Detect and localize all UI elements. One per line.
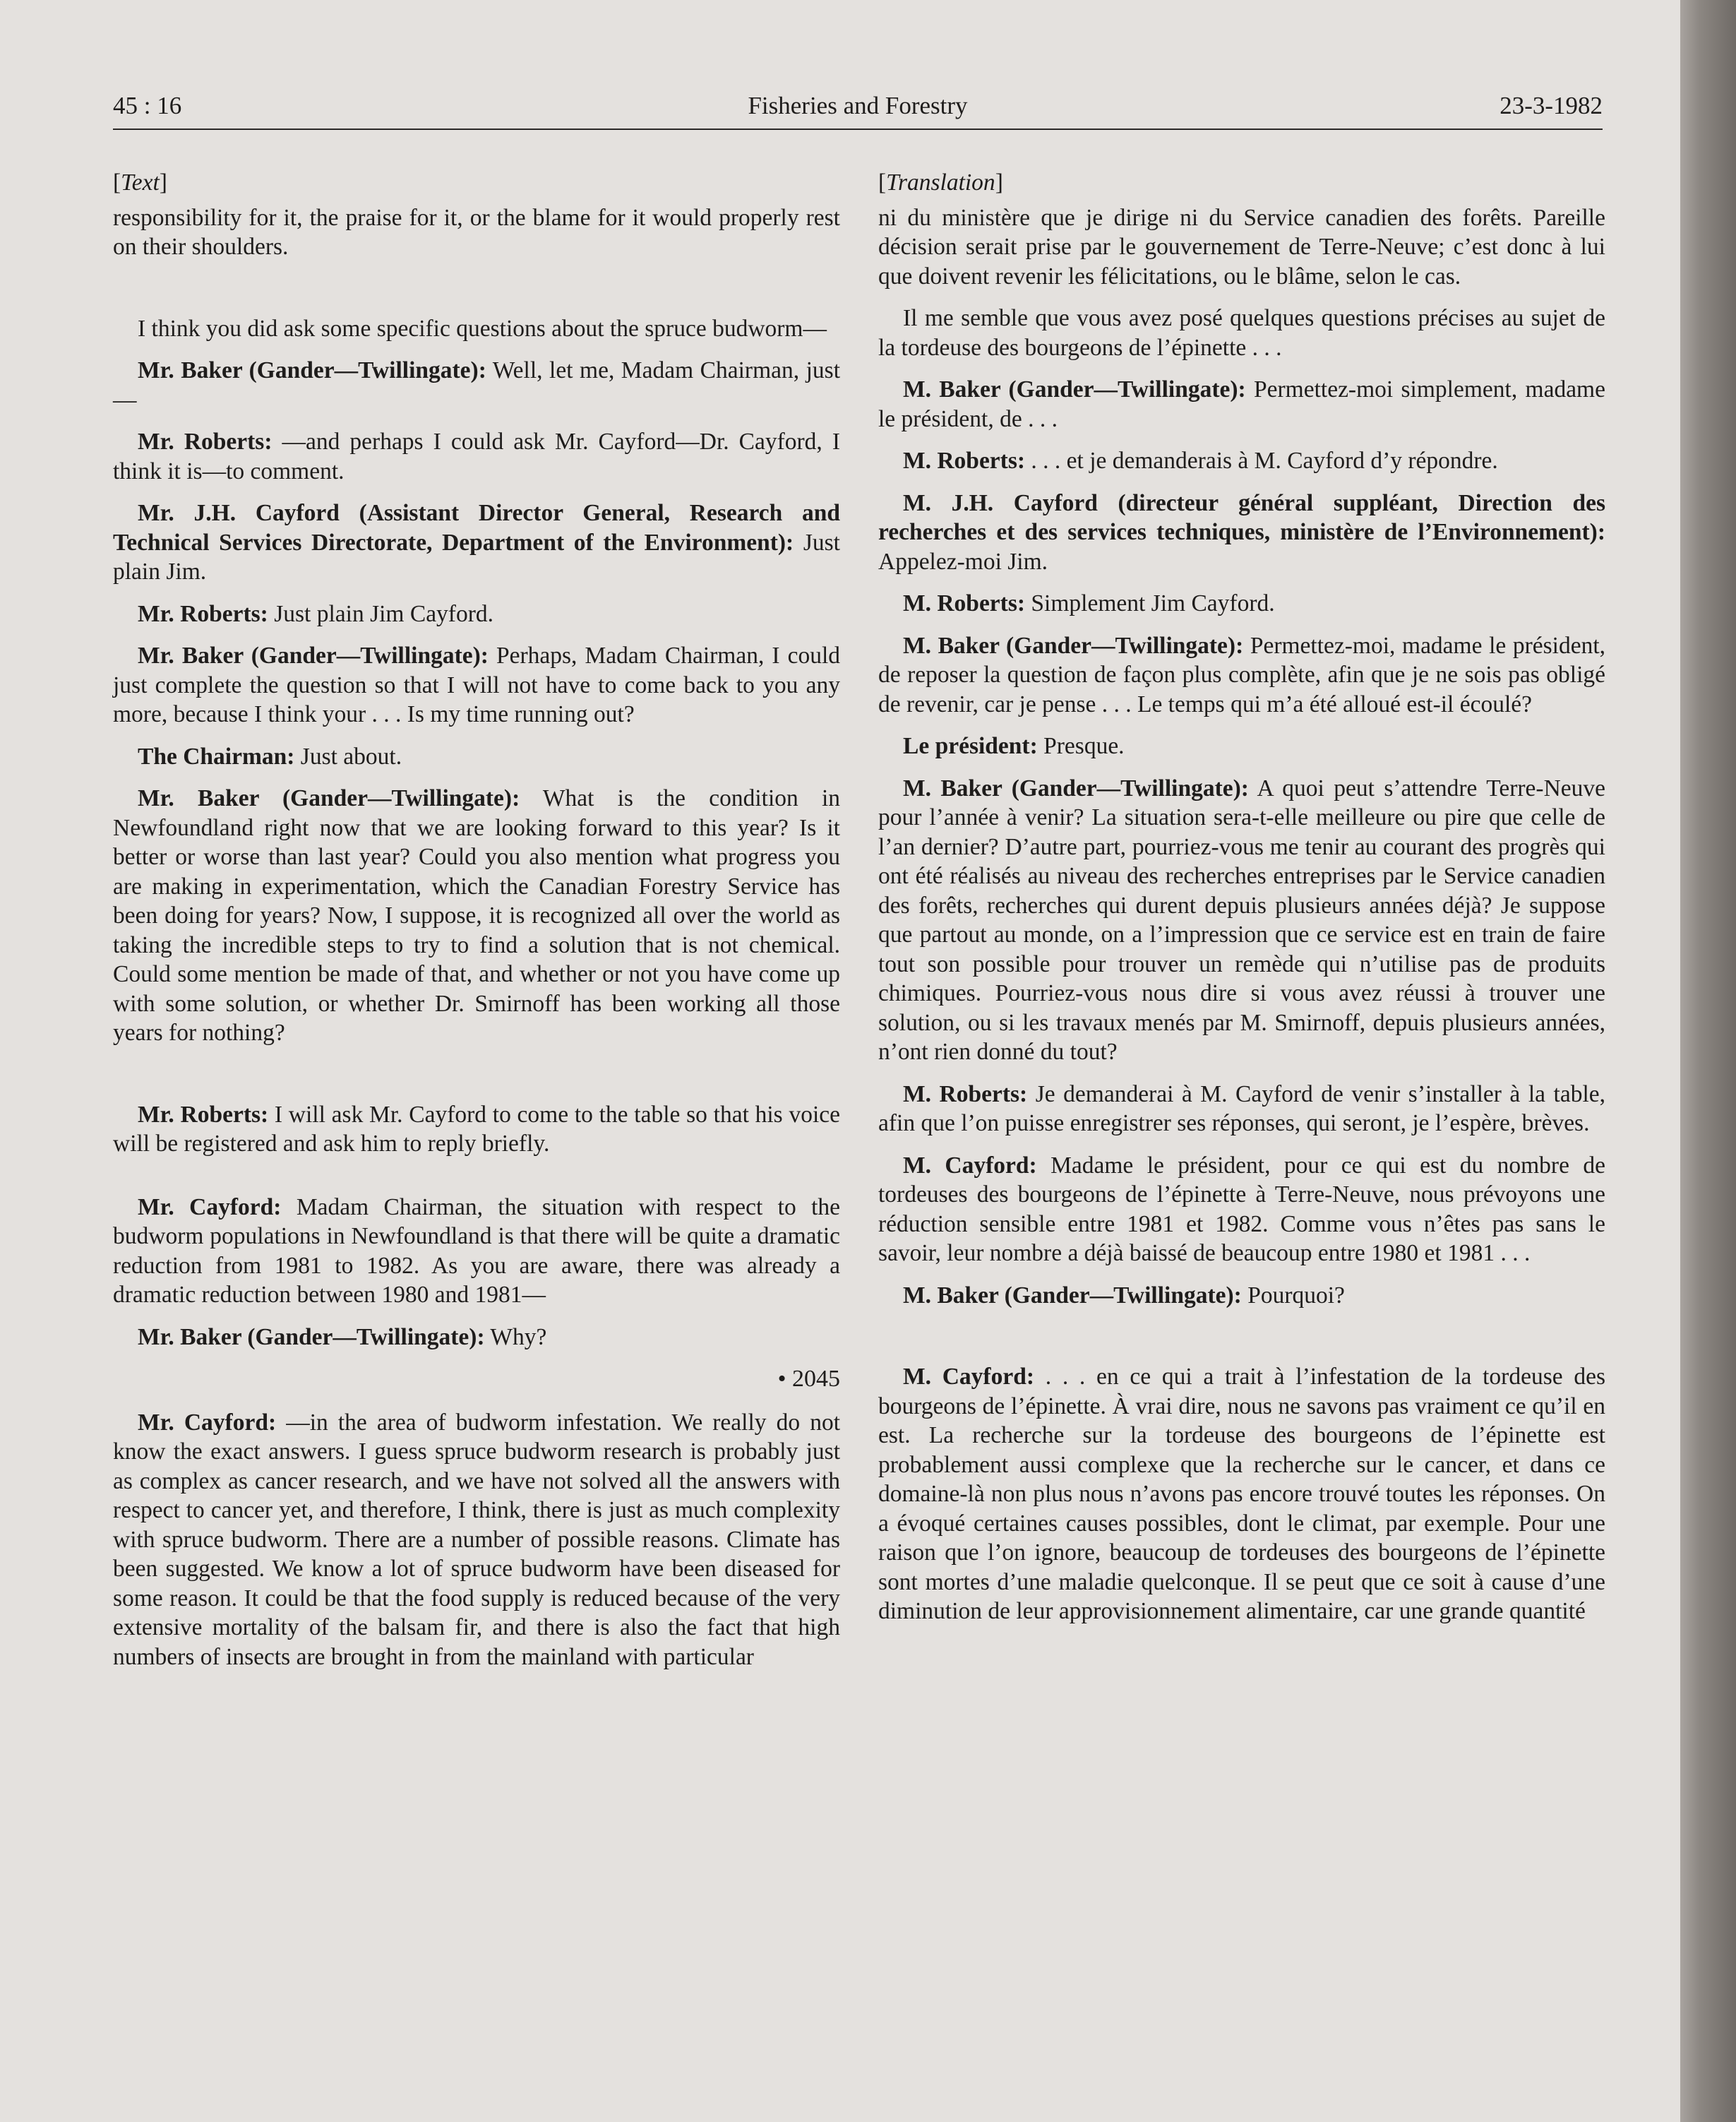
speaker-name: Mr. J.H. Cayford (Assistant Director General, Research and Technical Services Directorate, Department of the Environment):: [113, 500, 840, 556]
speech: Mr. Roberts: I will ask Mr. Cayford to come to the table so that his voice will be registered and ask him to reply briefly.: [113, 1101, 840, 1157]
speaker-name: M. Roberts:: [903, 590, 1026, 616]
speech: M. Baker (Gander—Twillingate): Permettez-moi, madame le président, de reposer la question de façon plus complète, afin que je ne sois pas obligé de revenir, car je pense . . . Le temps qui m’a été alloué est-il écoulé?: [878, 632, 1606, 717]
speech: Mr. Baker (Gander—Twillingate): What is the condition in Newfoundland right now that we are looking forward to this year? Is it better or worse than last year? Could you also mention what progress you are making in experimentation, which the Canadian Forestry Service has been doing for years? Now, I suppose, it is recognized all over the world as taking the incredible steps to try to find a solution that is not chemical. Could some mention be made of that, and whether or not you have come up with some solution, or whether Dr. Smirnoff has been working all those years for nothing?: [113, 785, 841, 1046]
publication-title: Fisheries and Forestry: [748, 92, 968, 119]
speaker-name: Mr. Cayford:: [138, 1193, 282, 1220]
speaker-name: Mr. Baker (Gander—Twillingate):: [138, 643, 489, 669]
speech: Mr. Roberts: —and perhaps I could ask Mr. Cayford—Dr. Cayford, I think it is—to comment.: [113, 429, 840, 484]
speech: M. Baker (Gander—Twillingate): A quoi peut s’attendre Terre-Neuve pour l’année à venir? La situation sera-t-elle meilleure ou pire que celle de l’an dernier? D’autre part, pourriez-vous me tenir au courant des progrès qui ont été réalisés au niveau des recherches entreprises par le Service canadien des forêts, recherches qui durent depuis plusieurs années déjà? Je suppose que partout au monde, on a l’impression que ce service est en train de faire tout son possible pour trouver un remède qui n’utilise pas de produits chimiques. Pourriez-vous nous dire si vous avez réussi à trouver une solution, ou si les travaux menés par M. Smirnoff, depuis plusieurs années, n’ont rien donné du tout?: [878, 775, 1605, 1065]
speaker-name: Le président:: [903, 733, 1038, 759]
speech: Mr. Baker (Gander—Twillingate): Well, let me, Madam Chairman, just—: [113, 357, 841, 413]
binding-edge-shadow: [1680, 0, 1736, 2122]
speaker-name: M. Roberts:: [903, 448, 1026, 474]
speech: Mr. Roberts: Just plain Jim Cayford.: [138, 600, 493, 627]
speaker-name: Mr. Roberts:: [138, 600, 268, 627]
speaker-name: M. J.H. Cayford (directeur général suppléant, Direction des recherches et des services techniques, ministère de l’Environnement):: [878, 489, 1605, 545]
paragraph: Il me semble que vous avez posé quelques questions précises au sujet de la tordeuse des bourgeons de l’épinette . . .: [878, 305, 1605, 361]
speaker-name: Mr. Cayford:: [138, 1409, 277, 1436]
paragraph: I think you did ask some specific questions about the spruce budworm—: [138, 315, 827, 342]
speech: M. Roberts: . . . et je demanderais à M. Cayford d’y répondre.: [903, 448, 1498, 474]
speech: M. Baker (Gander—Twillingate): Pourquoi?: [903, 1282, 1345, 1309]
speech: M. Cayford: Madame le président, pour ce qui est du nombre de tordeuses des bourgeons de l’épinette à Terre-Neuve, nous prévoyons une réduction sensible entre 1981 et 1982. Comme vous n’êtes pas sans le savoir, leur nombre a déjà baissé de beaucoup entre 1980 et 1981 . . .: [878, 1152, 1605, 1266]
speech: M. Roberts: Je demanderai à M. Cayford de venir s’installer à la table, afin que l’on puisse enregistrer ses réponses, qui seront, je l’espère, brèves.: [878, 1080, 1605, 1136]
speaker-name: Mr. Baker (Gander—Twillingate):: [138, 357, 486, 383]
language-tag: [Translation]: [878, 169, 1003, 196]
page-number: 45 : 16: [113, 92, 182, 119]
paragraph: ni du ministère que je dirige ni du Service canadien des forêts. Pareille décision serait prise par le gouvernement de Terre-Neuve; c’est donc à lui que doivent revenir les félicitations, ou le blâme, selon le cas.: [878, 204, 1605, 290]
speech: Le président: Presque.: [903, 733, 1125, 759]
speech: Mr. Baker (Gander—Twillingate): Why?: [138, 1323, 547, 1350]
time-marker: • 2045: [777, 1366, 840, 1392]
speaker-name: Mr. Baker (Gander—Twillingate):: [138, 1323, 485, 1350]
speaker-name: M. Roberts:: [903, 1080, 1028, 1107]
speaker-name: Mr. Roberts:: [138, 1101, 269, 1128]
speaker-name: Mr. Roberts:: [138, 429, 273, 455]
speech: Mr. Cayford: —in the area of budworm infestation. We really do not know the exact answers. I guess spruce budworm research is probably just as complex as cancer research, and we have not solved all the answers with respect to cancer yet, and therefore, I think, there is just as much complexity with spruce budworm. There are a number of possible reasons. Climate has been suggested. We know a lot of spruce budworm have been diseased for some reason. It could be that the food supply is reduced because of the very extensive mortality of the balsam fir, and there is also the fact that high numbers of insects are brought in from the mainland with particular: [113, 1409, 841, 1670]
paragraph: responsibility for it, the praise for it, or the blame for it would properly rest on their shoulders.: [113, 204, 840, 260]
speaker-name: M. Baker (Gander—Twillingate):: [903, 632, 1244, 659]
speaker-name: M. Cayford:: [903, 1152, 1037, 1179]
speaker-name: The Chairman:: [138, 743, 295, 770]
speaker-name: M. Baker (Gander—Twillingate):: [903, 1282, 1242, 1309]
page-header: [113, 92, 1603, 130]
french-column: [878, 168, 1605, 1639]
speech: The Chairman: Just about.: [138, 743, 402, 770]
speech: M. Baker (Gander—Twillingate): Permettez-moi simplement, madame le président, de . . .: [878, 376, 1605, 432]
speech: Mr. J.H. Cayford (Assistant Director General, Research and Technical Services Directorate, Department of the Environment): Just plain Jim.: [113, 500, 840, 585]
speaker-name: M. Baker (Gander—Twillingate):: [903, 376, 1246, 403]
speech: M. Cayford: . . . en ce qui a trait à l’infestation de la tordeuse des bourgeons de l’épinette. À vrai dire, nous ne savons pas vraiment ce qu’il en est. La recherche sur la tordeuse des bourgeons de l’épinette est probablement aussi complexe que la recherche sur le cancer, et dans ce domaine-là non plus nous n’avons pas encore trouvé toutes les réponses. On a évoqué certaines causes possibles, dont le climat, par exemple. Pour une raison que l’on ignore, beaucoup de tordeuses des bourgeons de l’épinette sont mortes d’une maladie quelconque. Il se peut que ce soit à cause d’une diminution de leur approvisionnement alimentaire, car une grande quantité: [878, 1364, 1605, 1624]
speaker-name: Mr. Baker (Gander—Twillingate):: [138, 785, 520, 811]
speaker-name: M. Baker (Gander—Twillingate):: [903, 775, 1249, 801]
language-tag: [Text]: [113, 169, 167, 196]
speaker-name: M. Cayford:: [903, 1364, 1034, 1390]
sitting-date: 23-3-1982: [1499, 92, 1603, 119]
speech: Mr. Baker (Gander—Twillingate): Perhaps, Madam Chairman, I could just complete the question so that I will not have to come back to you any more, because I think your . . . Is my time running out?: [113, 643, 841, 727]
speech: Mr. Cayford: Madam Chairman, the situation with respect to the budworm populations in Newfoundland is that there will be quite a dramatic reduction from 1981 to 1982. As you are aware, there was already a dramatic reduction between 1980 and 1981—: [113, 1193, 840, 1308]
speech: M. Roberts: Simplement Jim Cayford.: [903, 590, 1275, 616]
speech: M. J.H. Cayford (directeur général suppléant, Direction des recherches et des services techniques, ministère de l’Environnement): Appelez-moi Jim.: [878, 489, 1605, 575]
english-column: [113, 168, 840, 1684]
